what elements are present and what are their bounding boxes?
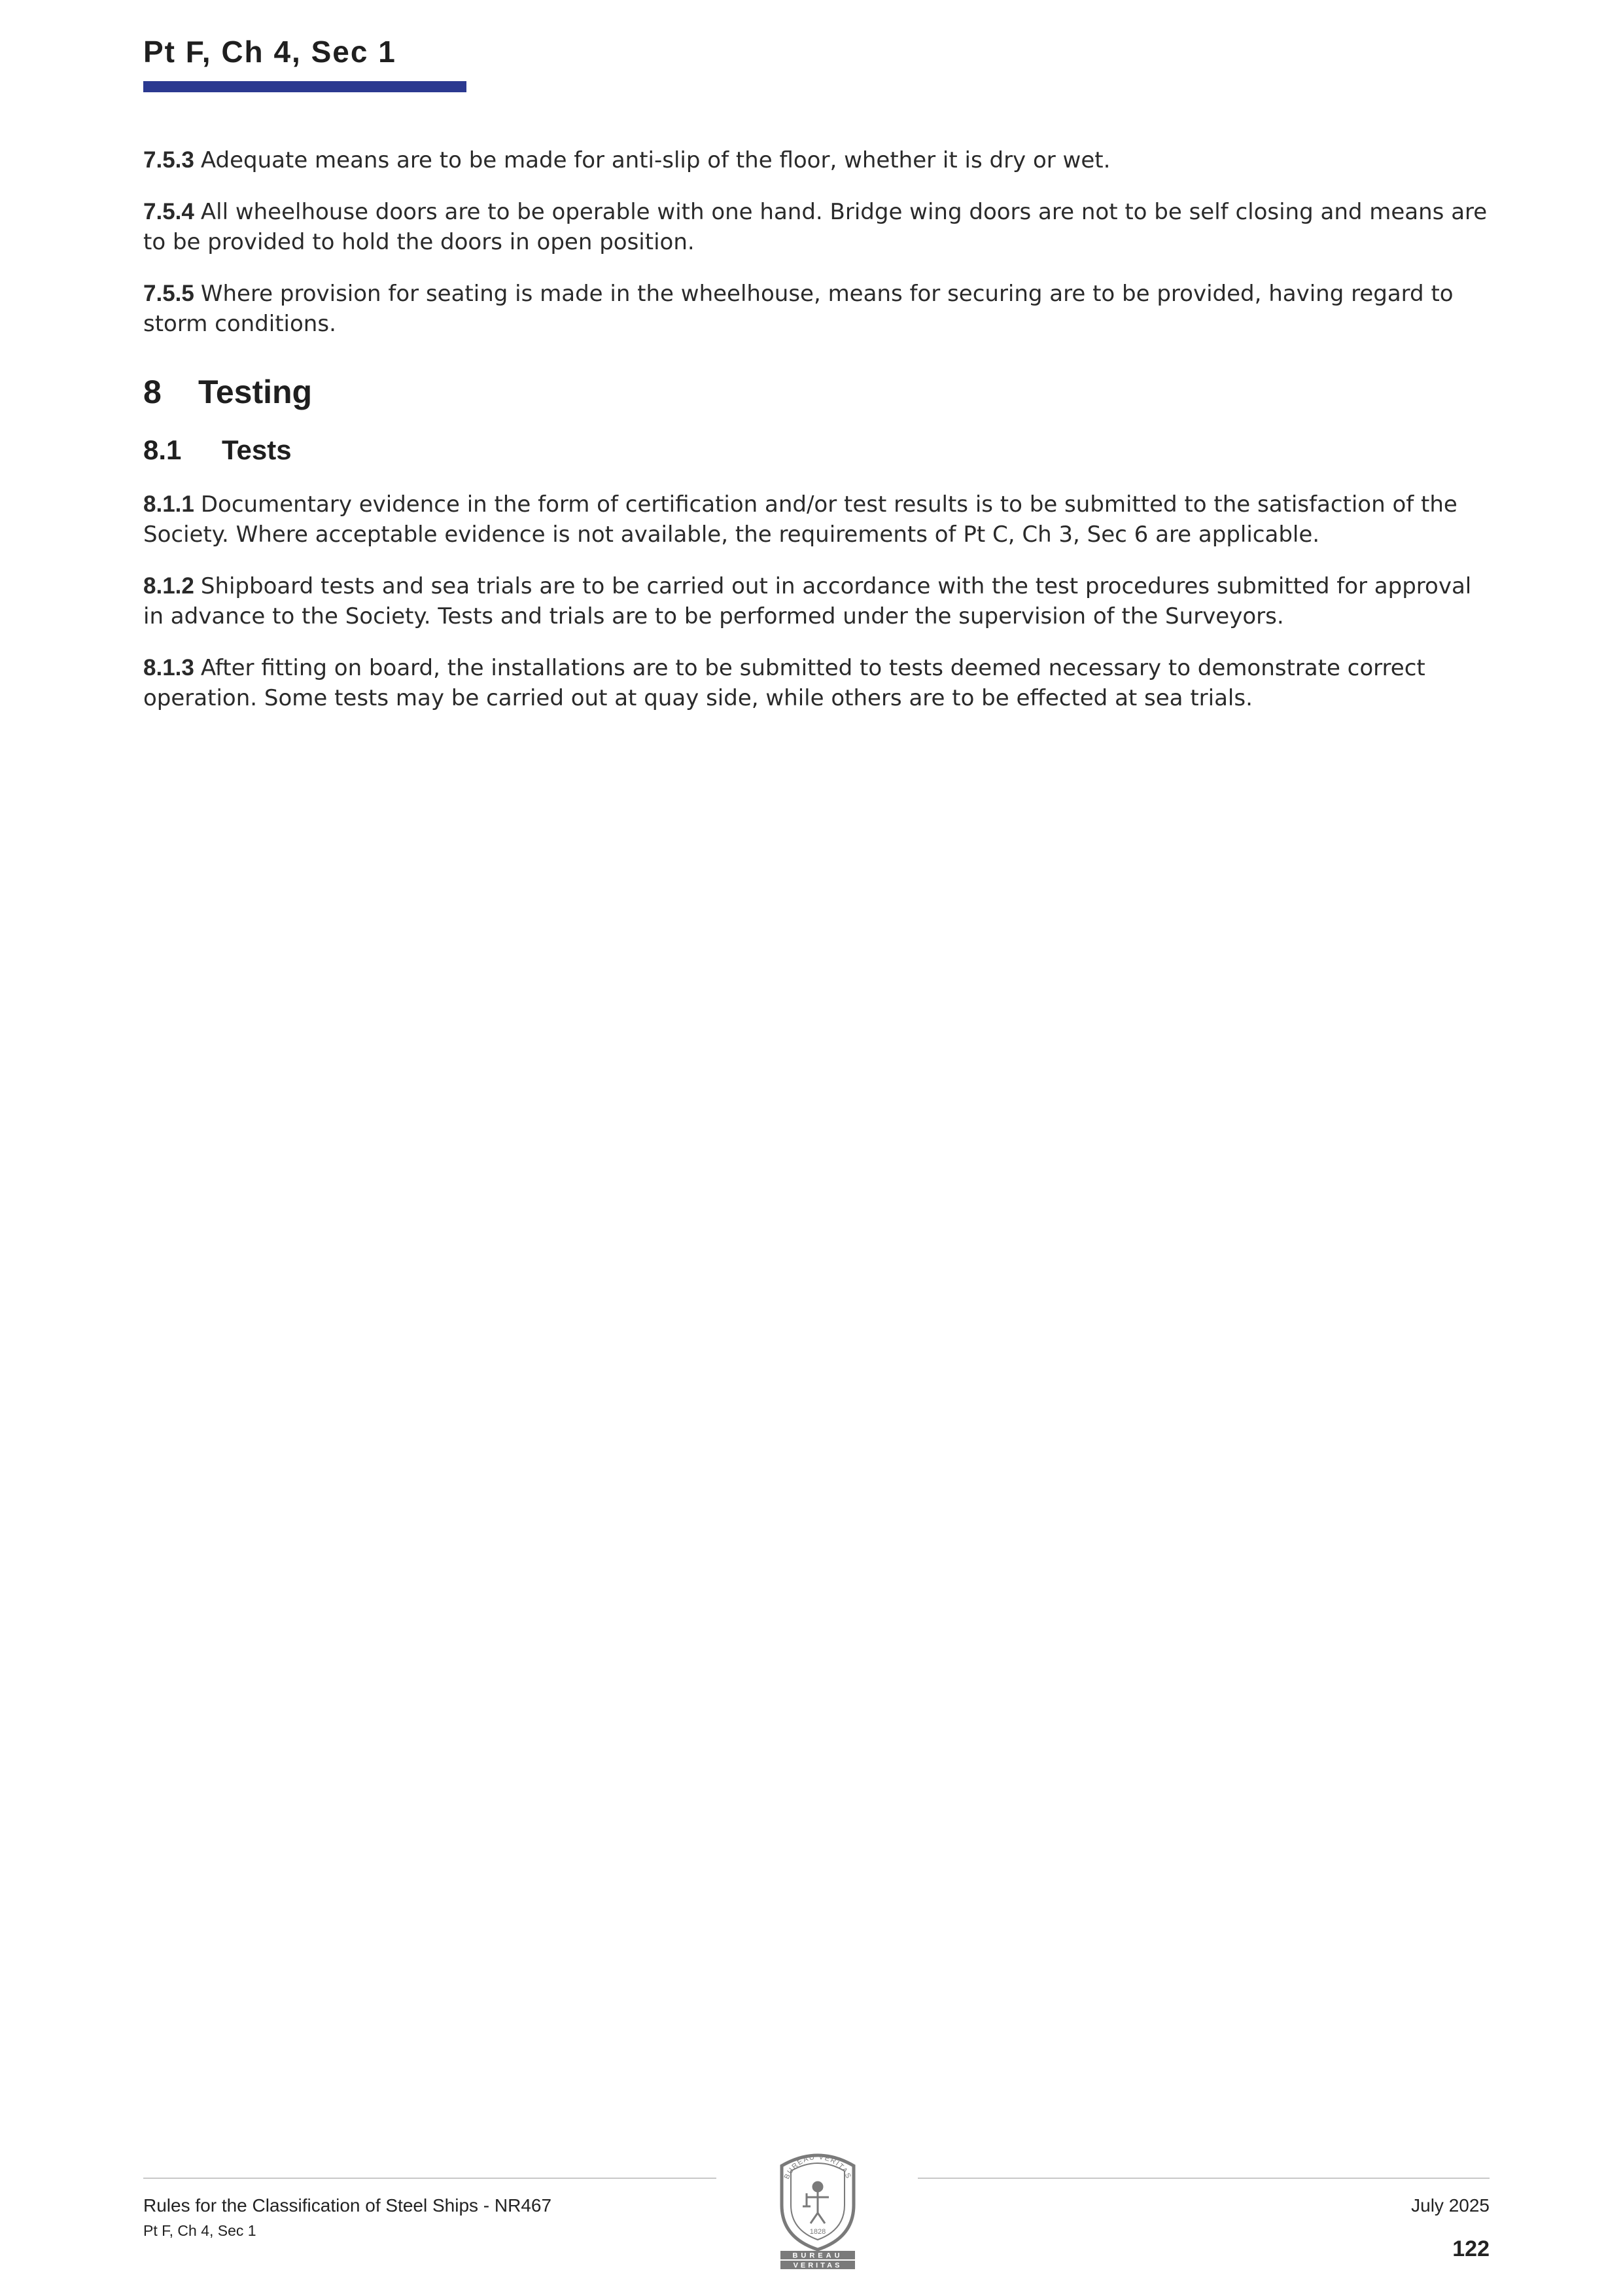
paragraph-number: 8.1.1 xyxy=(143,491,194,517)
subsection-heading xyxy=(143,434,1491,466)
paragraph-8-1-1 xyxy=(143,489,1491,550)
paragraph-7-5-3 xyxy=(143,145,1491,175)
section-heading xyxy=(143,373,1491,411)
paragraph-number: 7.5.5 xyxy=(143,281,194,306)
paragraph-text: Documentary evidence in the form of certification and/or test results is to be submitted to the satisfaction of the Society. Where acceptable evidence is not available, the requirements of Pt C, Ch 3, Sec 6 are applicable. xyxy=(143,491,1457,548)
paragraph-8-1-3 xyxy=(143,653,1491,713)
paragraph-text: Adequate means are to be made for anti-slip of the floor, whether it is dry or wet. xyxy=(200,147,1111,173)
paragraph-text: After fitting on board, the installations are to be submitted to tests deemed necessary to demonstrate correct operation. Some tests may be carried out at quay side, while others are to be effected at sea trials. xyxy=(143,655,1425,711)
logo-word-veritas: VERITAS xyxy=(793,2261,843,2270)
svg-text:BUREAU VERITAS xyxy=(783,2153,853,2181)
section-title: Testing xyxy=(198,374,313,410)
page-number: 122 xyxy=(1452,2236,1490,2261)
logo-year: 1828 xyxy=(809,2228,826,2236)
logo-figure-icon xyxy=(803,2182,829,2223)
subsection-number: 8.1 xyxy=(143,434,182,465)
footer-document-title: Rules for the Classification of Steel Ships - NR467 xyxy=(143,2195,552,2216)
paragraph-number: 7.5.4 xyxy=(143,199,194,224)
paragraph-number: 8.1.3 xyxy=(143,655,194,680)
paragraph-text: All wheelhouse doors are to be operable with one hand. Bridge wing doors are not to be self closing and means are to be provided to hold the doors in open position. xyxy=(143,199,1488,255)
logo-word-bureau: BUREAU xyxy=(792,2252,843,2260)
paragraph-number: 7.5.3 xyxy=(143,147,194,173)
paragraph-text: Where provision for seating is made in the wheelhouse, means for securing are to be provided, having regard to storm conditions. xyxy=(143,281,1454,337)
logo-ring-text: BUREAU VERITAS xyxy=(782,2153,853,2181)
paragraph-7-5-5 xyxy=(143,279,1491,339)
document-body xyxy=(143,145,1491,735)
footer-divider-right xyxy=(918,2178,1490,2179)
paragraph-7-5-4 xyxy=(143,197,1491,257)
subsection-title: Tests xyxy=(222,434,292,465)
bureau-veritas-logo xyxy=(769,2146,867,2270)
paragraph-number: 8.1.2 xyxy=(143,573,194,599)
header-accent-bar xyxy=(143,81,466,92)
paragraph-8-1-2 xyxy=(143,571,1491,631)
footer-section-ref: Pt F, Ch 4, Sec 1 xyxy=(143,2222,256,2239)
page-header-title: Pt F, Ch 4, Sec 1 xyxy=(143,35,396,69)
section-number: 8 xyxy=(143,374,162,410)
footer-divider-left xyxy=(143,2178,716,2179)
footer-date: July 2025 xyxy=(1411,2195,1490,2216)
paragraph-text: Shipboard tests and sea trials are to be carried out in accordance with the test procedures submitted for approval in advance to the Society. Tests and trials are to be performed under the supervision of the Surveyors. xyxy=(143,573,1472,629)
